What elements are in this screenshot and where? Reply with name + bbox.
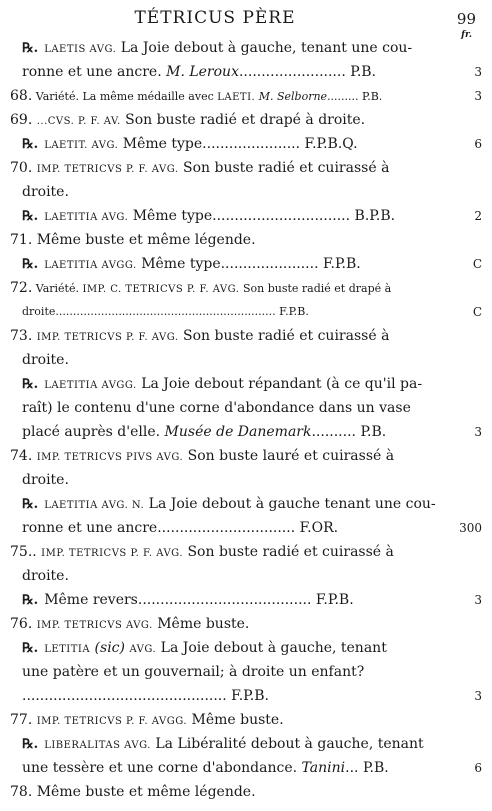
- entry-number: 77.: [10, 712, 33, 728]
- leader-dots: ...............................: [212, 208, 351, 224]
- metal-grade: P.B.: [350, 64, 377, 80]
- line-text-part: Variété.: [35, 282, 79, 295]
- line-text-part: La Libéralité debout à gauche, tenant: [155, 736, 424, 752]
- line-text: [22, 662, 442, 682]
- catalogue-line: [0, 734, 492, 754]
- line-text: [22, 494, 442, 516]
- line-text: [22, 686, 442, 706]
- catalogue-line: [0, 350, 492, 370]
- line-text: [22, 182, 442, 202]
- catalogue-line: [0, 590, 492, 610]
- line-text-part: Son buste radié et drapé à droite.: [125, 112, 366, 128]
- leader-dots: ...: [345, 760, 359, 776]
- coin-legend: LIBERALITAS AVG.: [44, 740, 151, 751]
- catalogue-line: [0, 158, 492, 178]
- line-text-part: une tessère et une corne d'abondance.: [22, 760, 298, 776]
- reverse-mark: ℞.: [22, 497, 39, 512]
- line-text: [22, 518, 442, 538]
- line-text-part: La Joie debout à gauche tenant une cou-: [148, 496, 436, 512]
- metal-grade: B.P.B.: [354, 208, 396, 224]
- collection-name: M. Leroux: [166, 64, 239, 80]
- line-text-part: Son buste radié et cuirassé à: [183, 160, 390, 176]
- leader-dots: ..........: [311, 424, 356, 440]
- coin-legend: LAETI.: [217, 92, 256, 103]
- leader-dots: ...............................................................: [55, 305, 276, 318]
- catalogue-line: [0, 566, 492, 586]
- line-text: [10, 614, 442, 636]
- leader-dots: ......................: [202, 136, 301, 152]
- entry-number: 74.: [10, 448, 33, 464]
- catalogue-line: [0, 182, 492, 202]
- line-text: [10, 86, 442, 108]
- price-value: 2: [474, 209, 482, 223]
- price-value: C: [472, 257, 482, 271]
- catalogue-line: [0, 470, 492, 490]
- metal-grade: F.P.B.: [279, 305, 309, 318]
- entry-number: 68.: [10, 88, 33, 104]
- coin-legend: AVG.: [129, 644, 157, 655]
- line-text: [22, 758, 442, 778]
- line-text: [22, 302, 442, 322]
- reverse-mark: ℞.: [22, 209, 39, 224]
- line-text: [22, 422, 442, 442]
- page-title: TÉTRICUS PÈRE: [134, 8, 296, 28]
- coin-legend: LAETIT. AVG.: [44, 140, 119, 151]
- catalogue-line: [0, 326, 492, 346]
- catalogue-line: [0, 62, 492, 82]
- line-text-part: Même buste et même légende.: [36, 232, 256, 248]
- entry-number: 69.: [10, 112, 33, 128]
- catalogue-line: [0, 278, 492, 298]
- catalogue-line: [0, 230, 492, 250]
- coin-legend: LETITIA: [44, 644, 91, 655]
- leader-dots: .........: [327, 90, 359, 103]
- line-text-part: droite.: [22, 472, 69, 488]
- sic-note: (sic): [94, 640, 125, 656]
- line-text-part: Même buste et même légende.: [36, 784, 256, 800]
- line-text: [10, 446, 442, 468]
- reverse-mark: ℞.: [22, 41, 39, 56]
- catalogue-line: [0, 398, 492, 418]
- catalogue-line: [0, 758, 492, 778]
- line-text: [22, 254, 442, 276]
- price-value: 300: [459, 521, 482, 535]
- coin-legend: IMP. C. TETRICVS P. F. AVG.: [82, 284, 240, 295]
- metal-grade: F.P.B.: [315, 592, 354, 608]
- line-text-part: La Joie debout à gauche, tenant: [160, 640, 387, 656]
- coin-legend: IMP. TETRICVS P. F. AVG.: [36, 332, 179, 343]
- line-text: [22, 470, 442, 490]
- line-text: [22, 398, 442, 418]
- catalogue-line: [0, 638, 492, 658]
- catalogue-line: [0, 86, 492, 106]
- coin-legend: LAETITIA AVG. N.: [44, 500, 145, 511]
- line-text-part: La Joie debout à gauche, tenant une cou-: [120, 40, 413, 56]
- line-text: [22, 566, 442, 586]
- price-value: 3: [474, 689, 482, 703]
- line-text-part: placé auprès d'elle.: [22, 424, 161, 440]
- catalogue-line: [0, 542, 492, 562]
- line-text-part: droite: [22, 305, 56, 318]
- catalogue-line: [0, 422, 492, 442]
- metal-grade: F.P.B.: [322, 256, 361, 272]
- reverse-mark: ℞.: [22, 593, 39, 608]
- catalogue-line: [0, 614, 492, 634]
- line-text-part: une patère et un gouvernail; à droite un enfant?: [22, 664, 365, 680]
- price-value: 3: [474, 65, 482, 79]
- line-text-part: Son buste radié et drapé à: [242, 282, 392, 295]
- line-text: [22, 350, 442, 370]
- line-text-part: Même type: [141, 256, 221, 272]
- reverse-mark: ℞.: [22, 257, 39, 272]
- metal-grade: P.B.: [362, 90, 383, 103]
- catalogue-line: [0, 374, 492, 394]
- line-text-part: ronne et une ancre.: [22, 64, 162, 80]
- line-text-part: Même type: [132, 208, 213, 224]
- price-value: C: [472, 305, 482, 319]
- line-text-part: droite.: [22, 352, 69, 368]
- catalogue-line: [0, 134, 492, 154]
- catalogue-line: [0, 662, 492, 682]
- catalogue-line: [0, 206, 492, 226]
- line-text-part: Son buste lauré et cuirassé à: [187, 448, 395, 464]
- line-text: [10, 326, 442, 348]
- price-value: 3: [474, 593, 482, 607]
- reverse-mark: ℞.: [22, 737, 39, 752]
- entry-number: 72.: [10, 280, 33, 296]
- line-text-part: Même buste.: [191, 712, 284, 728]
- reverse-mark: ℞.: [22, 377, 39, 392]
- leader-dots: ......................: [220, 256, 319, 272]
- metal-grade: F.P.B.Q.: [304, 136, 358, 152]
- leader-dots: .......................................: [137, 592, 312, 608]
- reverse-mark: ℞.: [22, 641, 39, 656]
- price-value: 6: [474, 761, 482, 775]
- line-text: [22, 590, 442, 611]
- price-value: 3: [474, 89, 482, 103]
- catalogue-line: [0, 710, 492, 730]
- entry-number: 71.: [10, 232, 33, 248]
- line-text-part: droite.: [22, 568, 69, 584]
- catalogue-line: [0, 494, 492, 514]
- page-header: [0, 8, 492, 40]
- line-text: [22, 374, 442, 396]
- line-text: [10, 230, 442, 250]
- line-text-part: Son buste radié et cuirassé à: [183, 328, 390, 344]
- line-text: [10, 110, 442, 132]
- coin-legend: LAETIS AVG.: [44, 44, 117, 55]
- coin-legend: IMP. TETRICVS PIVS AVG.: [36, 452, 184, 463]
- entry-number: 70.: [10, 160, 33, 176]
- catalogue-line: [0, 302, 492, 322]
- catalogue-line: [0, 446, 492, 466]
- leader-dots: ...............................: [157, 520, 296, 536]
- coin-legend: IMP. TETRICVS P. F. AVG.: [41, 548, 183, 559]
- coin-legend: LAETITIA AVGG.: [44, 380, 137, 391]
- entry-number: 75..: [10, 544, 37, 560]
- line-text-part: Même type: [122, 136, 203, 152]
- price-value: 3: [474, 425, 482, 439]
- line-text-part: La Joie debout répandant (à ce qu'il pa-: [141, 376, 423, 392]
- line-text-part: Variété. La même médaille avec: [35, 90, 214, 103]
- entry-number: 76.: [10, 616, 33, 632]
- line-text: [22, 734, 442, 756]
- coin-legend: ...CVS. P. F. AV.: [36, 116, 121, 127]
- leader-dots: ........................: [238, 64, 346, 80]
- collection-name: Tanini: [301, 760, 346, 776]
- line-text: [22, 206, 442, 228]
- coin-legend: LAETITIA AVG.: [44, 212, 129, 223]
- metal-grade: P.B.: [362, 760, 389, 776]
- reverse-mark: ℞.: [22, 137, 39, 152]
- line-text-part: Même revers: [44, 592, 138, 608]
- page-number: 99: [456, 10, 476, 28]
- line-text-part: Même buste.: [157, 616, 250, 632]
- line-text-part: raît) le contenu d'une corne d'abondance dans un vase: [22, 400, 411, 416]
- line-text: [10, 278, 442, 300]
- price-unit-label: fr.: [461, 30, 472, 40]
- metal-grade: F.OR.: [299, 520, 339, 536]
- coin-legend: IMP. TETRICVS AVG.: [36, 620, 153, 631]
- line-text-part: Son buste radié et cuirassé à: [187, 544, 394, 560]
- coin-legend: LAETITIA AVGG.: [44, 260, 137, 271]
- collection-name: M. Selborne: [258, 90, 328, 103]
- entry-number: 78.: [10, 784, 33, 800]
- line-text: [10, 782, 442, 802]
- catalogue-line: [0, 686, 492, 706]
- metal-grade: P.B.: [360, 424, 387, 440]
- collection-name: Musée de Danemark: [164, 424, 312, 440]
- line-text: [10, 710, 442, 732]
- line-text-part: droite.: [22, 184, 69, 200]
- line-text: [22, 638, 442, 660]
- line-text: [22, 38, 442, 60]
- line-text: [10, 158, 442, 180]
- price-value: 6: [474, 137, 482, 151]
- line-text: [22, 134, 442, 156]
- metal-grade: F.P.B.: [231, 688, 269, 704]
- catalogue-line: [0, 518, 492, 538]
- coin-legend: IMP. TETRICVS P. F. AVG.: [36, 164, 179, 175]
- catalogue-line: [0, 254, 492, 274]
- line-text: [10, 542, 442, 564]
- leader-dots: ..............................................: [22, 688, 227, 704]
- entry-number: 73.: [10, 328, 33, 344]
- catalogue-line: [0, 110, 492, 130]
- catalogue-line: [0, 38, 492, 58]
- line-text-part: ronne et une ancre: [22, 520, 158, 536]
- line-text: [22, 62, 442, 82]
- catalogue-line: [0, 782, 492, 802]
- coin-legend: IMP. TETRICVS P. F. AVGG.: [36, 716, 188, 727]
